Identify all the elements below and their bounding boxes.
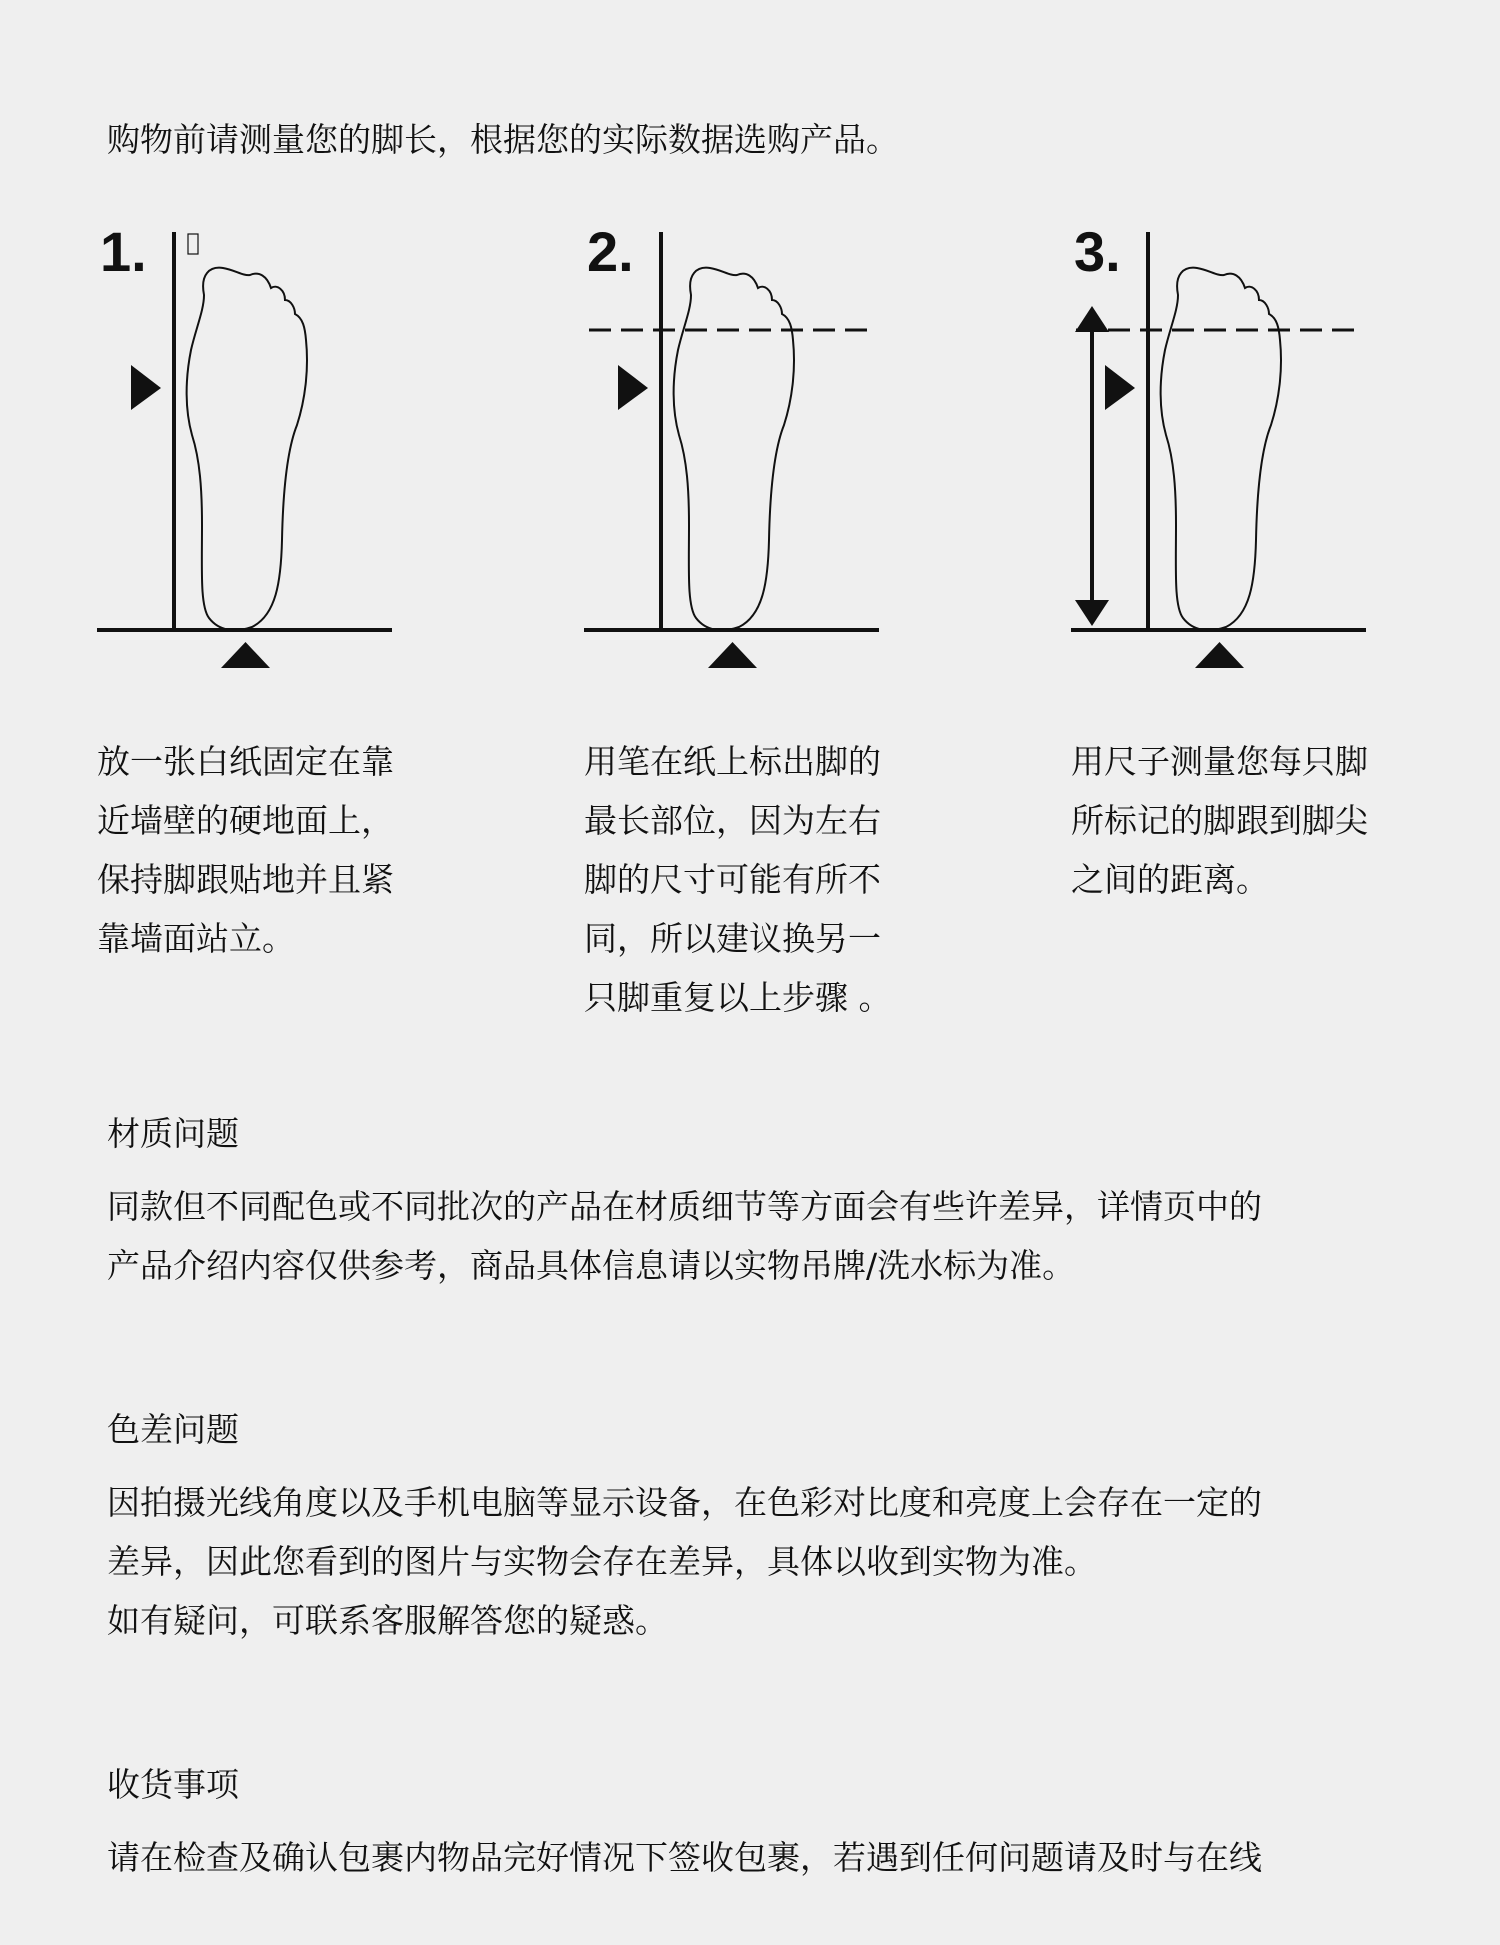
side-arrow-icon [618,365,648,410]
section-body: 同款但不同配色或不同批次的产品在材质细节等方面会有些许差异，详情页中的 产品介绍内容仅供参考，商品具体信息请以实物吊牌/洗水标为准。 [107,1187,1262,1285]
step-2-foot-diagram [584,210,984,680]
section-body: 因拍摄光线角度以及手机电脑等显示设备，在色彩对比度和亮度上会存在一定的 差异，因此您看到的图片与实物会存在差异，具体以收到实物为准。 如有疑问，可联系客服解答您的疑惑。 [107,1483,1262,1640]
marker-box-icon [188,234,198,254]
step-1 [97,210,497,1030]
material-section [107,1112,1407,1295]
arrow-down-icon [1075,600,1109,626]
step-number: 3. [1074,220,1121,283]
side-arrow-icon [131,365,161,410]
heel-arrow-icon [708,642,757,668]
footprint-outline [1161,268,1281,631]
step-2 [584,210,984,1030]
step-number: 1. [100,220,147,283]
step-1-foot-diagram [97,210,497,680]
intro-text: 购物前请测量您的脚长，根据您的实际数据选购产品。 [107,120,899,159]
footprint-outline [674,268,794,631]
heel-arrow-icon [221,642,270,668]
step-description: 用尺子测量您每只脚 所标记的脚跟到脚尖 之间的距离。 [1071,742,1368,899]
step-3-foot-diagram [1071,210,1471,680]
step-number: 2. [587,220,634,283]
step-description: 用笔在纸上标出脚的 最长部位，因为左右 脚的尺寸可能有所不 同，所以建议换另一 只脚重复以上步骤 。 [584,742,892,1017]
side-arrow-icon [1105,365,1135,410]
step-3 [1071,210,1471,1030]
receipt-section [107,1763,1407,1887]
section-body: 请在检查及确认包裹内物品完好情况下签收包裹，若遇到任何问题请及时与在线 [107,1838,1262,1877]
footprint-outline [187,268,307,631]
color-section [107,1408,1407,1650]
step-description: 放一张白纸固定在靠 近墙壁的硬地面上， 保持脚跟贴地并且紧 靠墙面站立。 [97,742,394,958]
arrow-up-icon [1075,306,1109,332]
heel-arrow-icon [1195,642,1244,668]
section-title: 色差问题 [107,1410,239,1449]
section-title: 收货事项 [107,1765,239,1804]
section-title: 材质问题 [107,1114,239,1153]
